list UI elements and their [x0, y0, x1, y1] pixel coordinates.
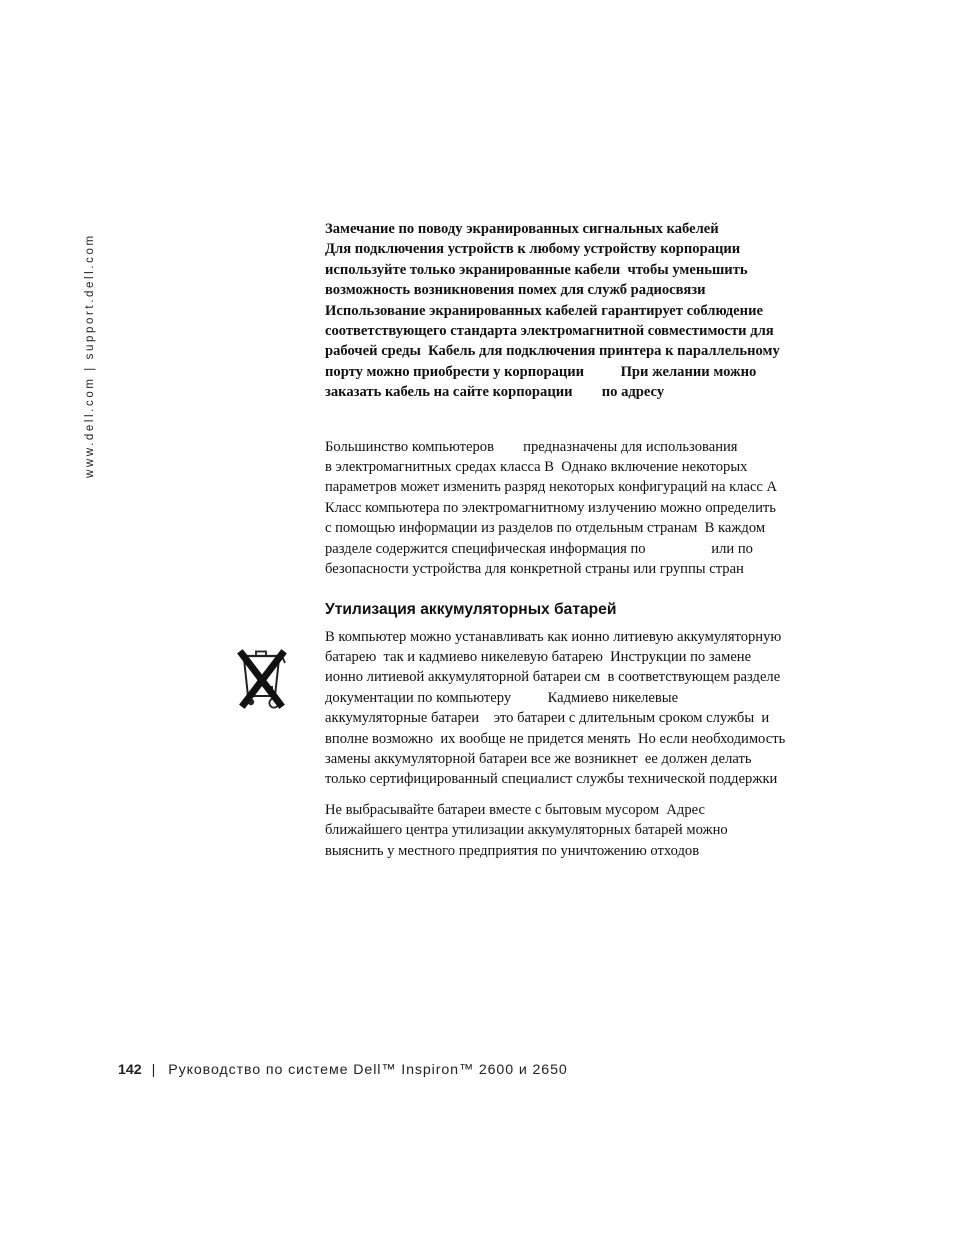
paragraph-line: в электромагнитных средах класса В Однако включение некоторых	[325, 459, 748, 476]
paragraph-line: Класс компьютера по электромагнитному излучению можно определить	[325, 499, 776, 516]
paragraph-line: разделе содержится специфическая информация по или по	[325, 540, 753, 557]
paragraph-line: Большинство компьютеров предназначены для использования	[325, 438, 738, 455]
paragraph-line: аккумуляторные батареи это батареи с длительным сроком службы и	[325, 710, 770, 727]
paragraph-line: ближайшего центра утилизации аккумуляторных батарей можно	[325, 822, 728, 839]
battery-paragraph-1	[325, 627, 825, 790]
footer-title: Руководство по системе Dell™ Inspiron™ 2600 и 2650	[168, 1062, 568, 1078]
paragraph-line: параметров может изменить разряд некоторых конфигураций на класс А	[325, 479, 778, 496]
sidebar-url: www.dell.com | support.dell.com	[84, 233, 96, 478]
paragraph-line: вполне возможно их вообще не придется менять Но если необходимость	[325, 730, 786, 747]
note-line: Замечание по поводу экранированных сигнальных кабелей	[325, 221, 719, 237]
note-line: порту можно приобрести у корпорации При желании можно	[325, 363, 757, 380]
battery-disposal-heading: Утилизация аккумуляторных батарей	[325, 600, 617, 618]
paragraph-line: только сертифицированный специалист службы технической поддержки	[325, 771, 778, 788]
paragraph-line: с помощью информации из разделов по отдельным странам В каждом	[325, 520, 766, 537]
paragraph-line: ионно литиевой аккумуляторной батареи см в соответствующем разделе	[325, 669, 781, 686]
page-number: 142	[118, 1062, 142, 1078]
paragraph-line: Не выбрасывайте батареи вместе с бытовым мусором Адрес	[325, 801, 705, 818]
paragraph-line: батарею так и кадмиево никелевую батарею Инструкции по замене	[325, 648, 752, 665]
note-line: используйте только экранированные кабели чтобы уменьшить	[325, 261, 748, 278]
note-line: соответствующего стандарта электромагнитной совместимости для	[325, 323, 774, 340]
paragraph-line: выяснить у местного предприятия по уничтожению отходов	[325, 842, 700, 859]
paragraph-line: документации по компьютеру Кадмиево никелевые	[325, 689, 679, 706]
paragraph-line: безопасности устройства для конкретной страны или группы стран	[325, 561, 744, 578]
emc-class-paragraph	[325, 437, 825, 580]
main-content	[325, 219, 825, 861]
paragraph-line: В компьютер можно устанавливать как ионно литиевую аккумуляторную	[325, 628, 782, 645]
note-line: возможность возникновения помех для служб радиосвязи	[325, 282, 706, 299]
footer-separator: |	[151, 1062, 157, 1078]
paragraph-line: замены аккумуляторной батареи все же возникнет ее должен делать	[325, 750, 752, 767]
shielded-cables-note	[325, 219, 825, 403]
note-line: рабочей среды Кабель для подключения принтера к параллельному	[325, 343, 780, 360]
note-line: Для подключения устройств к любому устройству корпорации	[325, 241, 741, 258]
battery-paragraph-2	[325, 800, 825, 861]
note-line: Использование экранированных кабелей гарантирует соблюдение	[325, 302, 763, 319]
note-line: заказать кабель на сайте корпорации по адресу	[325, 384, 665, 401]
crossed-out-wheelie-bin-icon	[237, 646, 289, 710]
page-footer	[118, 1060, 568, 1080]
